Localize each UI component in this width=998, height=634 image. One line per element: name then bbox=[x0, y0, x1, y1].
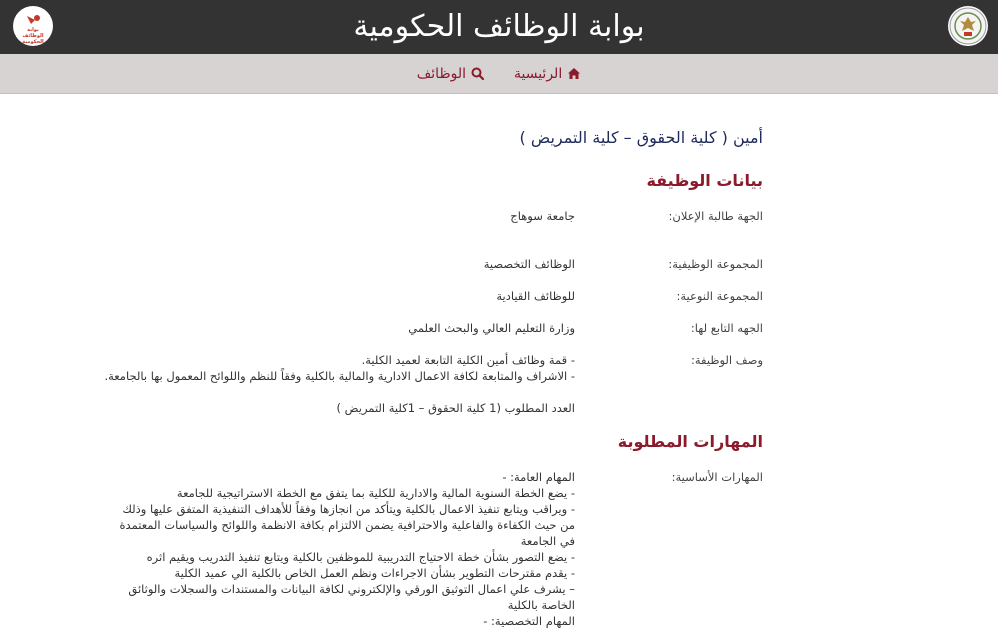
job-title: أمين ( كلية الحقوق – كلية التمريض ) bbox=[519, 128, 763, 147]
general-task-item: - يضع الخطة السنوية المالية والادارية للكلية بما يتفق مع الخطة الاستراتيجية للجامعة bbox=[176, 486, 575, 500]
general-task-item: - يقدم مقترحات التطوير بشأن الاجراءات ونظم العمل الخاص بالكلية الي عميد الكلية bbox=[174, 566, 575, 580]
advertiser-value: جامعة سوهاج bbox=[510, 209, 575, 223]
page-title: بوابة الوظائف الحكومية bbox=[353, 9, 645, 44]
advertiser-label: الجهة طالبة الإعلان: bbox=[668, 209, 763, 223]
site-header bbox=[0, 0, 998, 54]
job-type-label: المجموعة النوعية: bbox=[676, 289, 763, 303]
nav-home-label: الرئيسية bbox=[513, 65, 563, 82]
affiliation-label: الجهه التابع لها: bbox=[690, 321, 763, 335]
skills-heading: المهارات المطلوبة bbox=[617, 432, 763, 451]
specialized-tasks-title: المهام التخصصية: - bbox=[483, 614, 575, 628]
portal-logo[interactable] bbox=[13, 6, 53, 46]
home-icon bbox=[567, 67, 581, 80]
nav-home[interactable] bbox=[514, 66, 581, 82]
general-tasks-title: المهام العامة: - bbox=[502, 470, 575, 484]
job-group-value: الوظائف التخصصية bbox=[483, 257, 575, 271]
general-task-item: – يشرف علي اعمال التوثيق الورقي والإلكتروني لكافة البيانات والمستندات والسجلات والوثائق الخاصة بالكلية bbox=[128, 582, 575, 612]
general-task-item: - يضع التصور بشأن خطة الاحتياج التدريبية للموظفين بالكلية ويتابع تنفيذ التدريب ويقيم اثره bbox=[146, 550, 575, 564]
job-data-heading: بيانات الوظيفة bbox=[646, 171, 763, 190]
basic-skills-label: المهارات الأساسية: bbox=[671, 470, 763, 484]
basic-skills-value bbox=[115, 469, 575, 629]
portal-logo-text: بوابة الوظائف الحكومية bbox=[22, 27, 44, 45]
description-value bbox=[3, 352, 575, 416]
job-group-label: المجموعة الوظيفية: bbox=[668, 257, 763, 271]
job-type-value: للوظائف القيادية bbox=[496, 289, 575, 303]
description-label: وصف الوظيفة: bbox=[691, 353, 763, 367]
description-line: - الاشراف والمتابعة لكافة الاعمال الادارية والمالية بالكلية وفقاً للنظم واللوائح المعمول بها بالجامعة. bbox=[104, 369, 575, 383]
main-navbar bbox=[0, 54, 998, 94]
nav-jobs[interactable] bbox=[417, 66, 484, 82]
general-task-item: - ويراقب ويتابع تنفيذ الاعمال بالكلية ويتأكد من انجازها وفقاً للأهداف التنفيذية المتفق عليها وذلك من حيث الكفاءة والفاعلية والاحترافية يضمن الالتزام بكافة الانظمة واللوائح والسياسات المعتمدة في الجامعة bbox=[119, 502, 575, 548]
description-line: - قمة وظائف أمين الكلية التابعة لعميد الكلية. bbox=[361, 353, 575, 367]
required-count: العدد المطلوب (1 كلية الحقوق – 1كلية التمريض ) bbox=[336, 401, 575, 415]
search-icon bbox=[471, 67, 484, 80]
affiliation-value: وزارة التعليم العالي والبحث العلمي bbox=[408, 321, 575, 335]
nav-jobs-label: الوظائف bbox=[416, 65, 466, 82]
